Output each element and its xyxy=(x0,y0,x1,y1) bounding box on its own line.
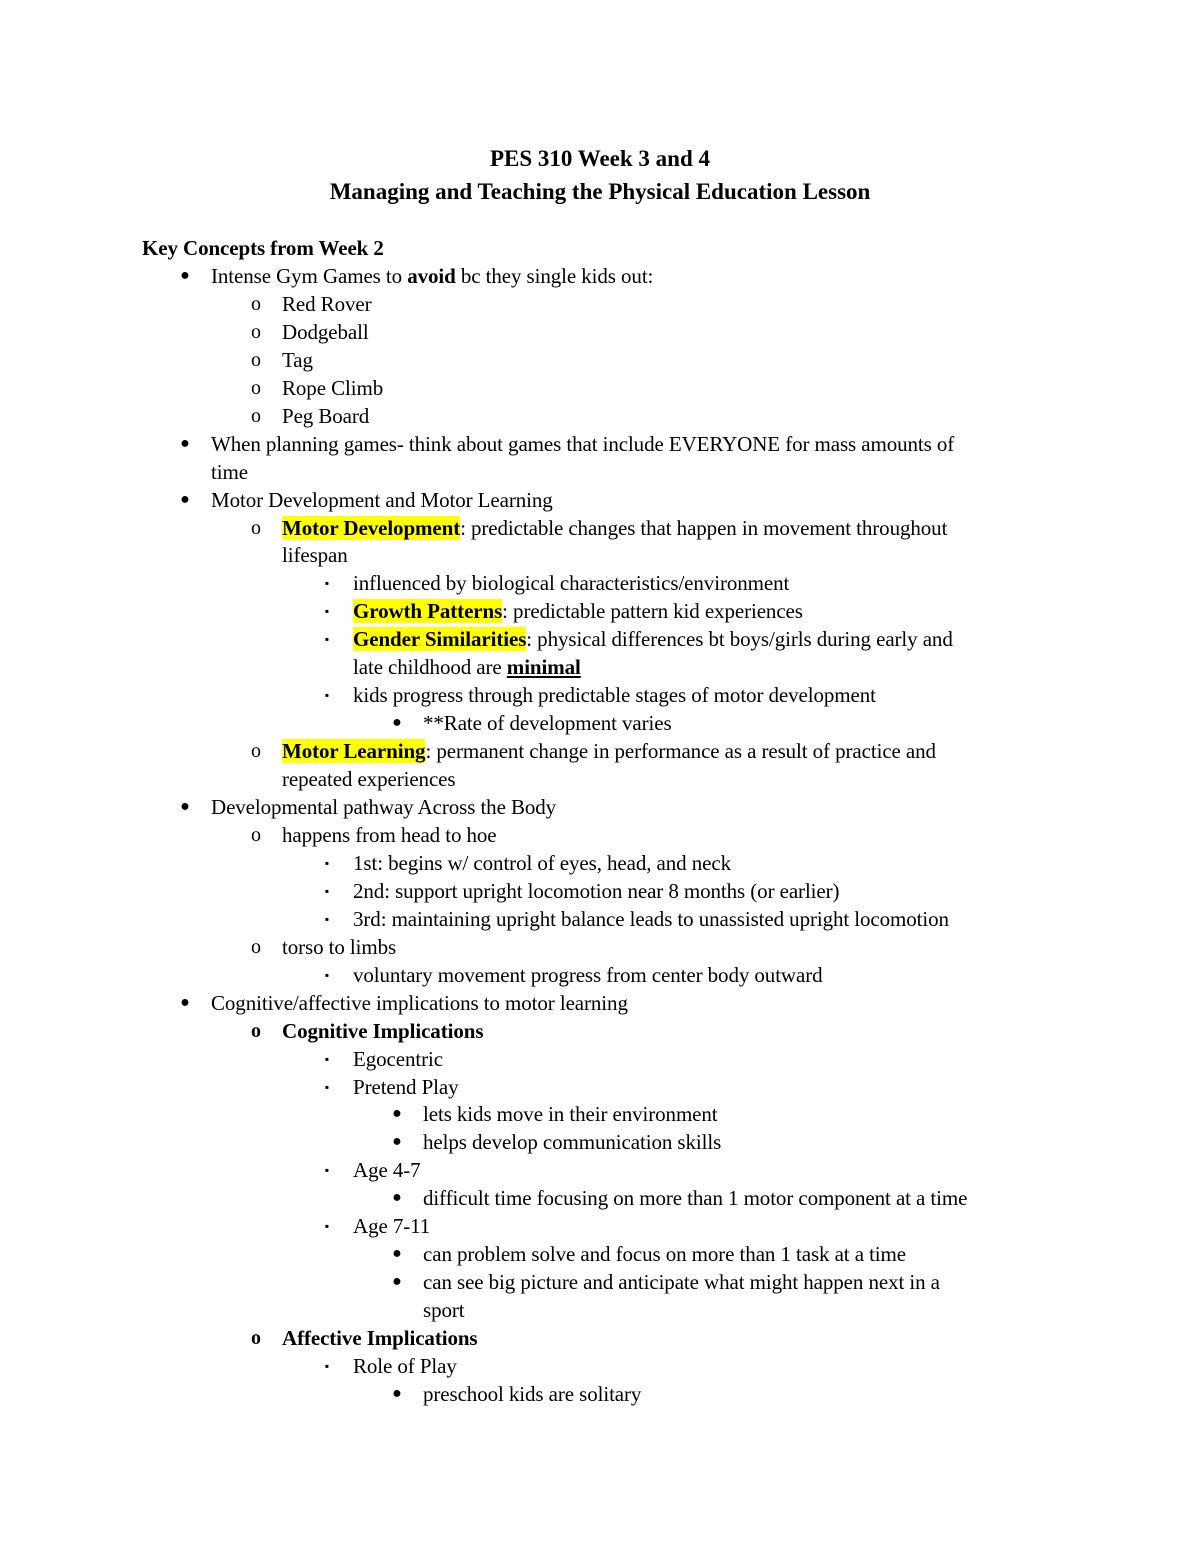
square-bullet: ▪ xyxy=(324,688,330,702)
circle-bullet: o xyxy=(251,517,261,539)
item-text: **Rate of development varies xyxy=(423,711,672,735)
item-text: kids progress through predictable stages of motor development xyxy=(353,683,876,707)
circle-bullet: o xyxy=(251,936,261,958)
square-bullet: ▪ xyxy=(324,856,330,870)
circle-bullet: o xyxy=(251,1020,261,1042)
disc-bullet: ● xyxy=(180,435,190,452)
list-item xyxy=(423,1380,641,1408)
circle-bullet: o xyxy=(251,349,261,371)
disc-bullet: ● xyxy=(180,994,190,1011)
bold-text: Cognitive Implications xyxy=(282,1019,484,1043)
bold-text: avoid xyxy=(407,264,456,288)
square-bullet: ▪ xyxy=(324,1080,330,1094)
square-bullet: ▪ xyxy=(324,604,330,618)
item-text: difficult time focusing on more than 1 motor component at a time xyxy=(423,1186,968,1210)
square-bullet: ▪ xyxy=(324,1219,330,1233)
item-text: helps develop communication skills xyxy=(423,1130,722,1154)
document-title: PES 310 Week 3 and 4 xyxy=(489,146,711,171)
list-item xyxy=(211,458,248,486)
disc-bullet: ● xyxy=(180,267,190,284)
list-item xyxy=(282,290,372,318)
square-bullet: ▪ xyxy=(324,912,330,926)
item-text: sport xyxy=(423,1298,465,1322)
circle-bullet: o xyxy=(251,293,261,315)
item-text: bc they single kids out: xyxy=(455,264,654,288)
list-item xyxy=(282,1324,478,1352)
item-text: repeated experiences xyxy=(282,767,456,791)
square-bullet: ▪ xyxy=(324,1052,330,1066)
list-item xyxy=(353,1352,457,1380)
item-text: torso to limbs xyxy=(282,935,397,959)
item-text: : predictable changes that happen in movement throughout xyxy=(460,516,948,540)
circle-bullet: o xyxy=(251,377,261,399)
item-text: Rope Climb xyxy=(282,376,384,400)
square-bullet: ▪ xyxy=(324,968,330,982)
item-text: : predictable pattern kid experiences xyxy=(502,599,803,623)
list-item xyxy=(353,681,876,709)
item-text: Tag xyxy=(282,348,313,372)
square-bullet: ▪ xyxy=(324,632,330,646)
item-text: Age 7-11 xyxy=(353,1214,431,1238)
item-text: Intense Gym Games to xyxy=(211,264,408,288)
emphasized-term: minimal xyxy=(506,655,581,679)
list-item xyxy=(353,1212,430,1240)
item-text: Red Rover xyxy=(282,292,372,316)
square-bullet: ▪ xyxy=(324,1163,330,1177)
item-text: : permanent change in performance as a result of practice and xyxy=(425,739,936,763)
item-text: Age 4-7 xyxy=(353,1158,421,1182)
list-item xyxy=(282,737,936,765)
list-item xyxy=(282,933,396,961)
item-text: late childhood are xyxy=(353,655,507,679)
item-text: Dodgeball xyxy=(282,320,369,344)
list-item xyxy=(353,1045,443,1073)
list-item xyxy=(282,402,369,430)
bold-text: Key Concepts from Week 2 xyxy=(142,236,384,260)
list-item xyxy=(353,625,953,653)
item-text: can see big picture and anticipate what might happen next in a xyxy=(423,1270,940,1294)
item-text: happens from head to hoe xyxy=(282,823,497,847)
item-text: Role of Play xyxy=(353,1354,457,1378)
list-item xyxy=(353,849,731,877)
list-item xyxy=(282,765,455,793)
document-subtitle: Managing and Teaching the Physical Education Lesson xyxy=(329,179,871,204)
item-text: Developmental pathway Across the Body xyxy=(211,795,557,819)
highlighted-term: Gender Similarities xyxy=(353,627,527,651)
list-item xyxy=(423,1296,465,1324)
list-item xyxy=(423,1100,718,1128)
list-item xyxy=(423,1184,967,1212)
list-item xyxy=(353,1073,459,1101)
disc-bullet: ● xyxy=(392,1245,402,1262)
item-text: 2nd: support upright locomotion near 8 months (or earlier) xyxy=(353,879,840,903)
square-bullet: ▪ xyxy=(324,576,330,590)
list-item xyxy=(282,821,497,849)
item-text: Cognitive/affective implications to motor learning xyxy=(211,991,628,1015)
item-text: voluntary movement progress from center body outward xyxy=(353,963,823,987)
item-text: Motor Development and Motor Learning xyxy=(211,488,553,512)
disc-bullet: ● xyxy=(392,1273,402,1290)
highlighted-term: Growth Patterns xyxy=(353,599,503,623)
item-text: Peg Board xyxy=(282,404,370,428)
disc-bullet: ● xyxy=(180,491,190,508)
list-item xyxy=(353,653,581,681)
item-text: 3rd: maintaining upright balance leads to unassisted upright locomotion xyxy=(353,907,949,931)
list-item xyxy=(211,486,553,514)
list-item xyxy=(423,1128,721,1156)
list-item xyxy=(353,961,823,989)
list-item xyxy=(282,1017,483,1045)
item-text: time xyxy=(211,460,248,484)
disc-bullet: ● xyxy=(180,798,190,815)
list-item xyxy=(353,597,803,625)
highlighted-term: Motor Development xyxy=(282,516,461,540)
list-item xyxy=(423,709,672,737)
item-text: preschool kids are solitary xyxy=(423,1382,642,1406)
item-text: : physical differences bt boys/girls during early and xyxy=(526,627,953,651)
item-text: influenced by biological characteristics/environment xyxy=(353,571,790,595)
list-item xyxy=(282,318,369,346)
square-bullet: ▪ xyxy=(324,1359,330,1373)
circle-bullet: o xyxy=(251,740,261,762)
list-item xyxy=(211,793,556,821)
section-heading xyxy=(142,234,384,262)
item-text: Pretend Play xyxy=(353,1075,459,1099)
list-item xyxy=(423,1268,940,1296)
disc-bullet: ● xyxy=(392,1189,402,1206)
disc-bullet: ● xyxy=(392,714,402,731)
item-text: lets kids move in their environment xyxy=(423,1102,718,1126)
item-text: lifespan xyxy=(282,543,348,567)
disc-bullet: ● xyxy=(392,1105,402,1122)
list-item xyxy=(211,262,653,290)
list-item xyxy=(282,541,348,569)
highlighted-term: Motor Learning xyxy=(282,739,426,763)
circle-bullet: o xyxy=(251,321,261,343)
list-item xyxy=(282,346,313,374)
list-item xyxy=(211,430,954,458)
disc-bullet: ● xyxy=(392,1133,402,1150)
list-item xyxy=(353,905,949,933)
circle-bullet: o xyxy=(251,824,261,846)
list-item xyxy=(353,1156,421,1184)
circle-bullet: o xyxy=(251,1327,261,1349)
item-text: When planning games- think about games that include EVERYONE for mass amounts of xyxy=(211,432,955,456)
square-bullet: ▪ xyxy=(324,884,330,898)
list-item xyxy=(282,514,947,542)
disc-bullet: ● xyxy=(392,1385,402,1402)
circle-bullet: o xyxy=(251,405,261,427)
list-item xyxy=(282,374,383,402)
list-item xyxy=(423,1240,906,1268)
item-text: can problem solve and focus on more than 1 task at a time xyxy=(423,1242,906,1266)
list-item xyxy=(353,569,789,597)
bold-text: Affective Implications xyxy=(282,1326,478,1350)
item-text: Egocentric xyxy=(353,1047,443,1071)
list-item xyxy=(211,989,628,1017)
list-item xyxy=(353,877,839,905)
item-text: 1st: begins w/ control of eyes, head, and neck xyxy=(353,851,731,875)
